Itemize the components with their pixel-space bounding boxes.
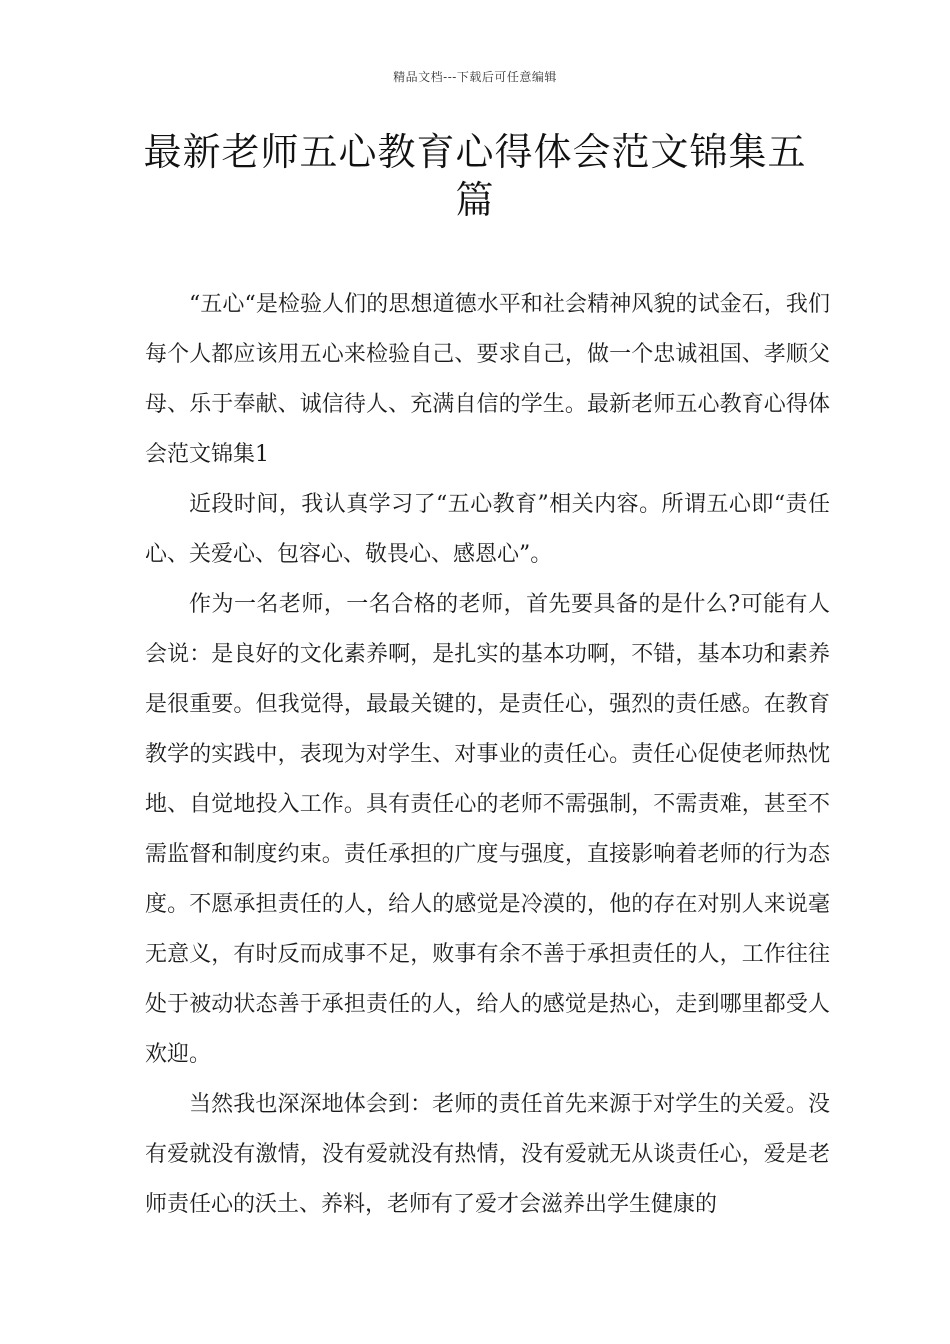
paragraph-3: 作为一名老师，一名合格的老师，首先要具备的是什么?可能有人会说：是良好的文化素养啊，是扎实的基本功啊，不错，基本功和素养是很重要。但我觉得，最最关键的，是责任心，强烈的责任感。在教育教学的实践中，表现为对学生、对事业的责任心。责任心促使老师热忱地、自觉地投入工作。具有责任心的老师不需强制，不需责难，甚至不需监督和制度约束。责任承担的广度与强度，直接影响着老师的行为态度。不愿承担责任的人，给人的感觉是冷漠的，他的存在对别人来说毫无意义，有时反而成事不足，败事有余不善于承担责任的人，工作往往处于被动状态善于承担责任的人，给人的感觉是热心，走到哪里都受人欢迎。 [145, 592, 830, 1067]
header-note: 精品文档---下载后可任意编辑 [393, 70, 557, 84]
paragraph-4: 当然我也深深地体会到：老师的责任首先来源于对学生的关爱。没有爱就没有激情，没有爱就没有热情，没有爱就无从谈责任心，爱是老师责任心的沃土、养料，老师有了爱才会滋养出学生健康的 [145, 1092, 830, 1217]
document-title: 最新老师五心教育心得体会范文锦集五篇 [143, 130, 807, 222]
paragraph-1: “五心“是检验人们的思想道德水平和社会精神风貌的试金石，我们每个人都应该用五心来检验自己、要求自己，做一个忠诚祖国、孝顺父母、乐于奉献、诚信待人、充满自信的学生。最新老师五心教育心得体会范文锦集1 [145, 292, 830, 467]
paragraph-2: 近段时间，我认真学习了“五心教育”相关内容。所谓五心即“责任心、关爱心、包容心、敬畏心、感恩心”。 [145, 492, 830, 567]
document-body [145, 280, 830, 1230]
